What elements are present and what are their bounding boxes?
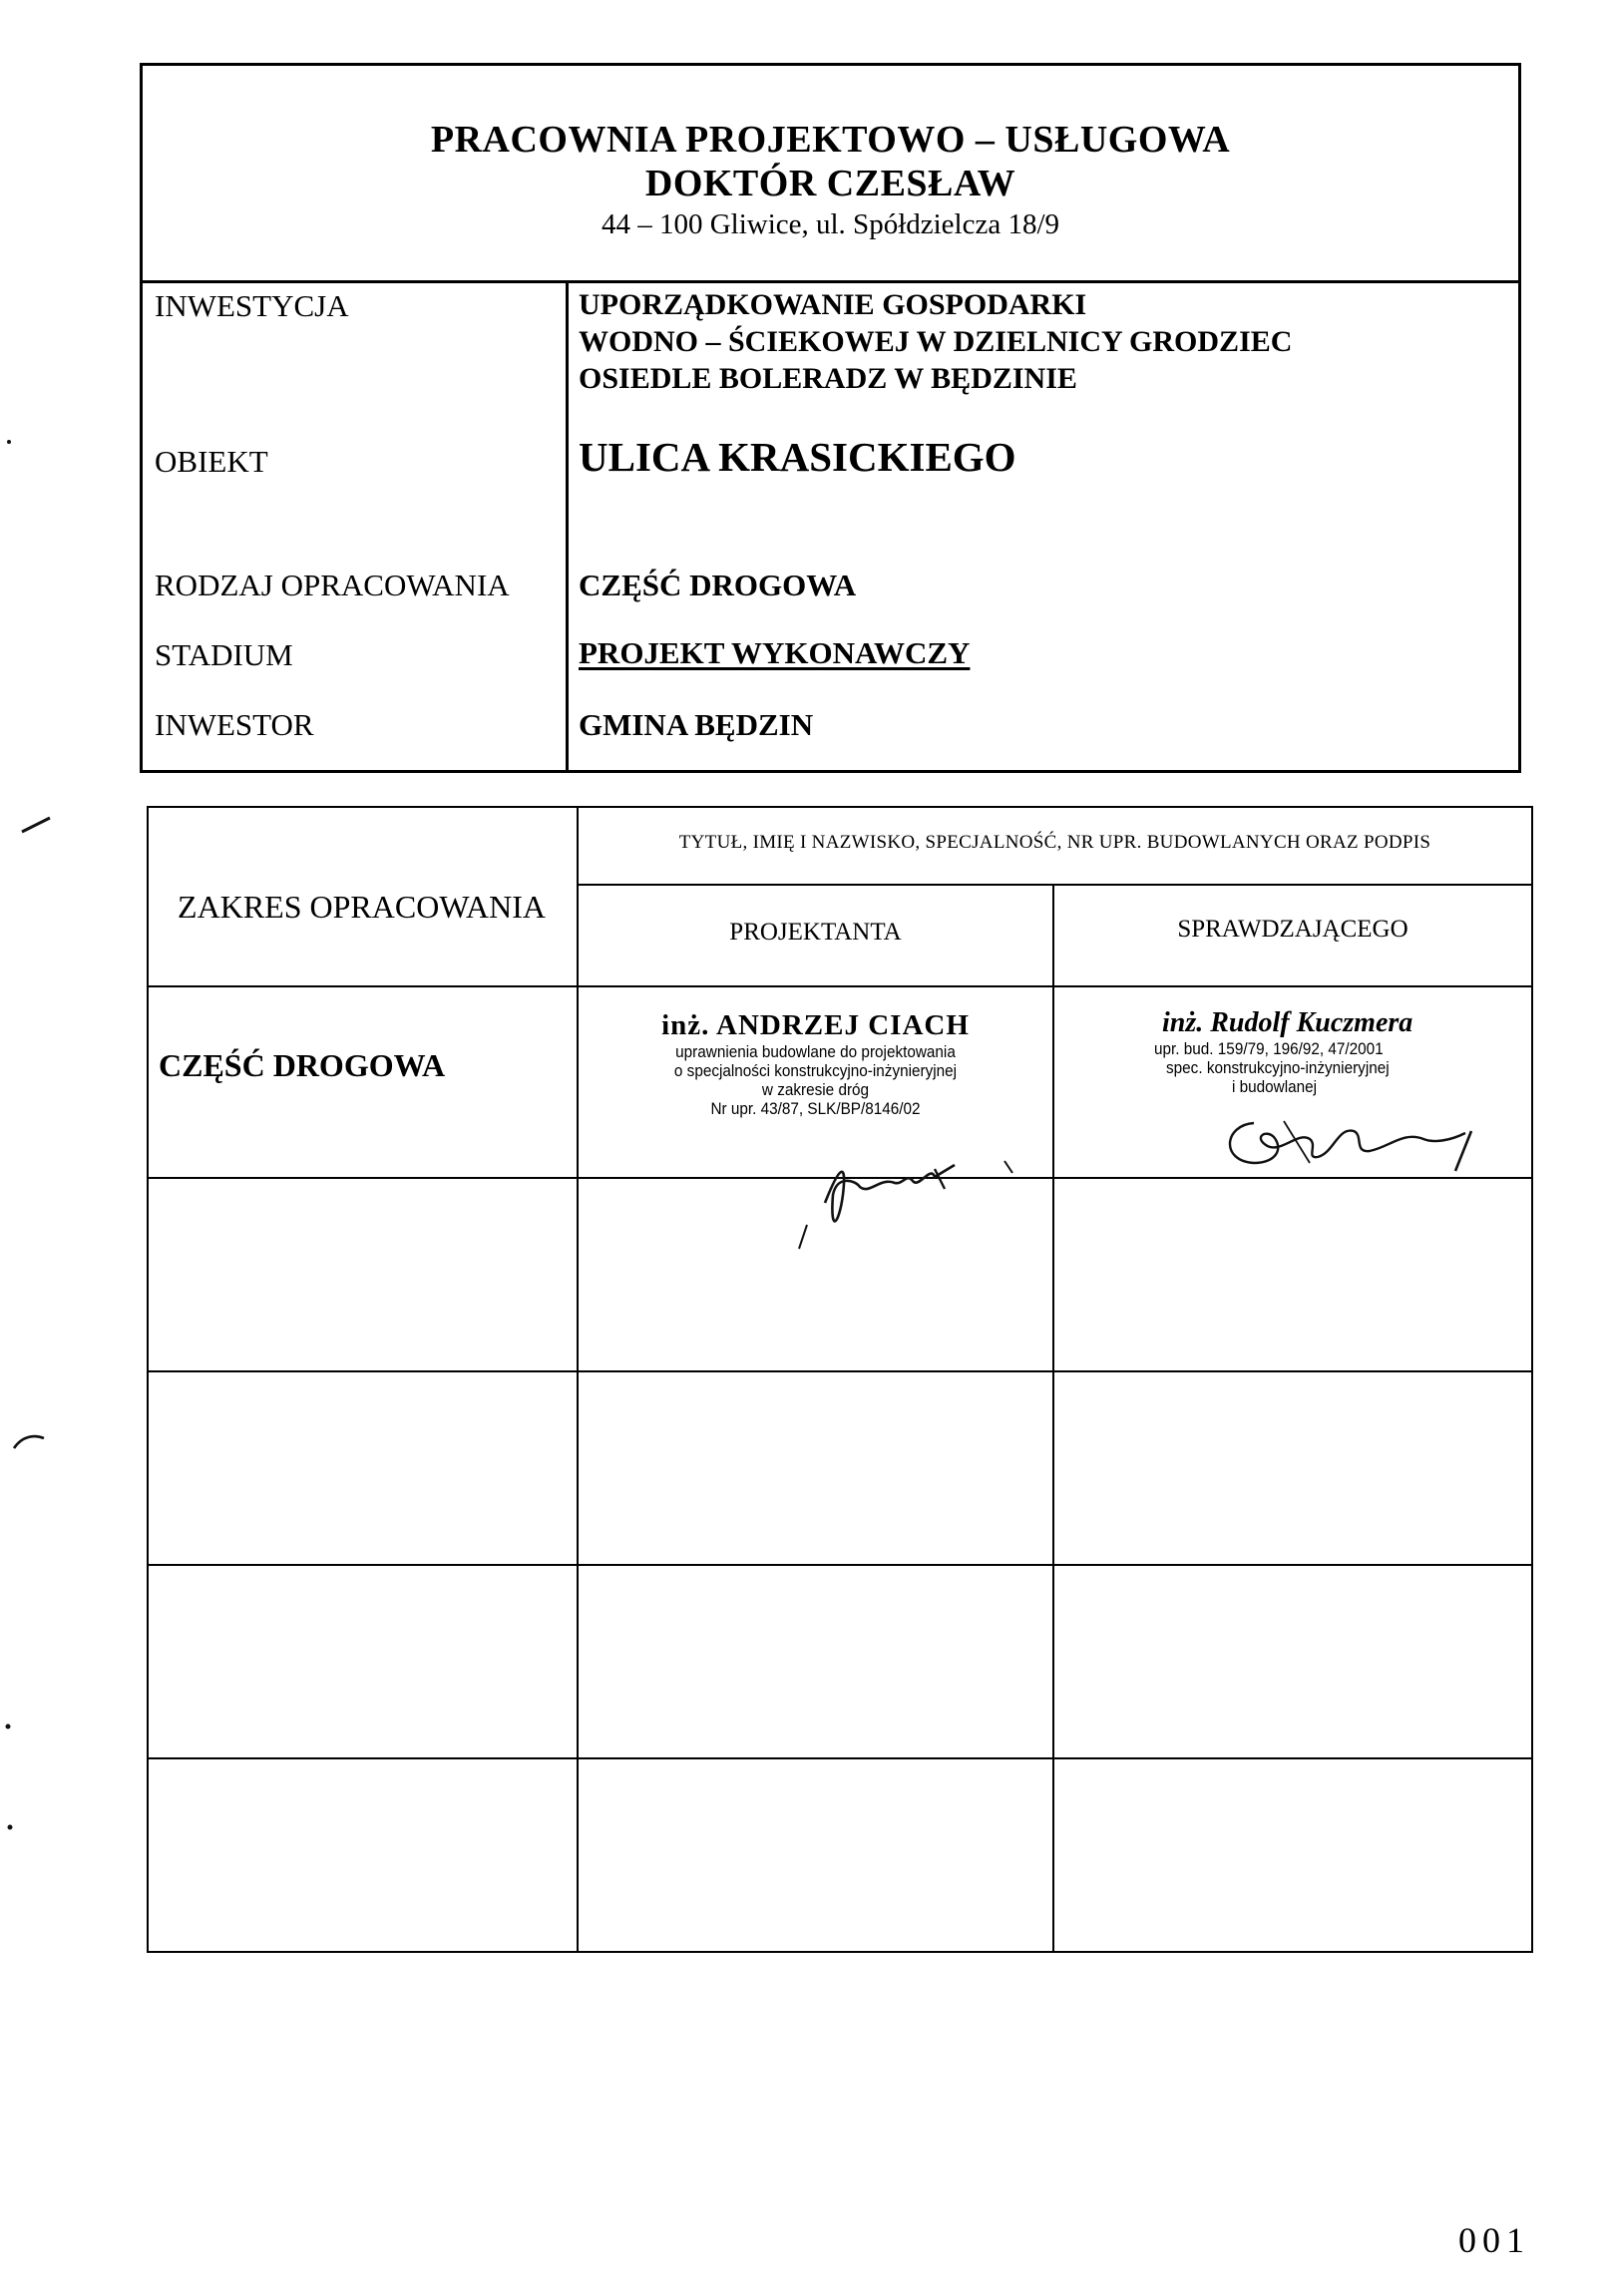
title-block	[140, 63, 1521, 773]
header-caption: TYTUŁ, IMIĘ I NAZWISKO, SPECJALNOŚĆ, NR UPR. BUDOWLANYCH ORAZ PODPIS	[678, 832, 1431, 853]
checker-stamp	[1104, 1007, 1523, 1096]
table-border-bottom	[147, 1951, 1533, 1953]
designer-stamp-line: uprawnienia budowlane do projektowania	[675, 1042, 956, 1061]
investment-label: INWESTYCJA	[155, 288, 349, 323]
table-border-right	[1531, 806, 1533, 1953]
row-divider	[147, 1370, 1533, 1372]
investor-label: INWESTOR	[155, 707, 314, 742]
column-divider	[577, 806, 579, 1953]
designer-stamp	[579, 1009, 1052, 1118]
type-value: CZĘŚĆ DROGOWA	[579, 568, 857, 602]
row-divider	[147, 1757, 1533, 1759]
investment-line: WODNO – ŚCIEKOWEJ W DZIELNICY GRODZIEC	[579, 325, 1293, 358]
table-border-left	[147, 806, 149, 1953]
investor-value: GMINA BĘDZIN	[579, 707, 814, 742]
checker-name: inż. Rudolf Kuczmera	[1162, 1007, 1413, 1038]
scope-header: ZAKRES OPRACOWANIA	[178, 889, 546, 925]
designer-stamp-line: o specjalności konstrukcyjno-inżynieryjnej	[673, 1061, 958, 1080]
investment-line: OSIEDLE BOLERADZ W BĘDZINIE	[579, 362, 1077, 395]
row-divider	[147, 1564, 1533, 1566]
checker-signature	[1214, 1101, 1503, 1181]
column-divider	[566, 280, 569, 770]
checker-stamp-line: upr. bud. 159/79, 196/92, 47/2001	[1154, 1039, 1384, 1058]
stage-label: STADIUM	[155, 637, 293, 672]
designer-stamp-line: w zakresie dróg	[761, 1080, 870, 1099]
object-value: ULICA KRASICKIEGO	[579, 434, 1016, 480]
investment-value	[579, 286, 1292, 397]
designer-header: PROJEKTANTA	[729, 919, 902, 946]
responsibility-table	[147, 806, 1533, 1953]
firm-name: PRACOWNIA PROJEKTOWO – USŁUGOWA	[430, 119, 1231, 161]
table-border-top	[147, 806, 1533, 808]
type-label: RODZAJ OPRACOWANIA	[155, 568, 510, 602]
scan-margin-marks	[0, 0, 80, 1895]
firm-header	[143, 66, 1518, 283]
firm-owner: DOKTÓR CZESŁAW	[644, 163, 1016, 204]
designer-signature	[785, 1125, 1024, 1255]
scope-value: CZĘŚĆ DROGOWA	[159, 1047, 446, 1083]
designer-name: inż. ANDRZEJ CIACH	[661, 1009, 970, 1041]
column-divider	[1052, 884, 1054, 1953]
checker-stamp-line: i budowlanej	[1232, 1077, 1318, 1096]
object-label: OBIEKT	[155, 444, 268, 479]
checker-stamp-line: spec. konstrukcyjno-inżynieryjnej	[1166, 1058, 1390, 1077]
investment-line: UPORZĄDKOWANIE GOSPODARKI	[579, 288, 1087, 321]
designer-stamp-line: Nr upr. 43/87, SLK/BP/8146/02	[710, 1099, 921, 1118]
firm-address: 44 – 100 Gliwice, ul. Spółdzielcza 18/9	[601, 208, 1060, 240]
checker-header: SPRAWDZAJĄCEGO	[1177, 916, 1408, 943]
header-caption-divider	[577, 884, 1533, 886]
page-number: 001	[1458, 2220, 1530, 2260]
stage-value: PROJEKT WYKONAWCZY	[579, 635, 971, 670]
header-divider	[147, 985, 1533, 987]
